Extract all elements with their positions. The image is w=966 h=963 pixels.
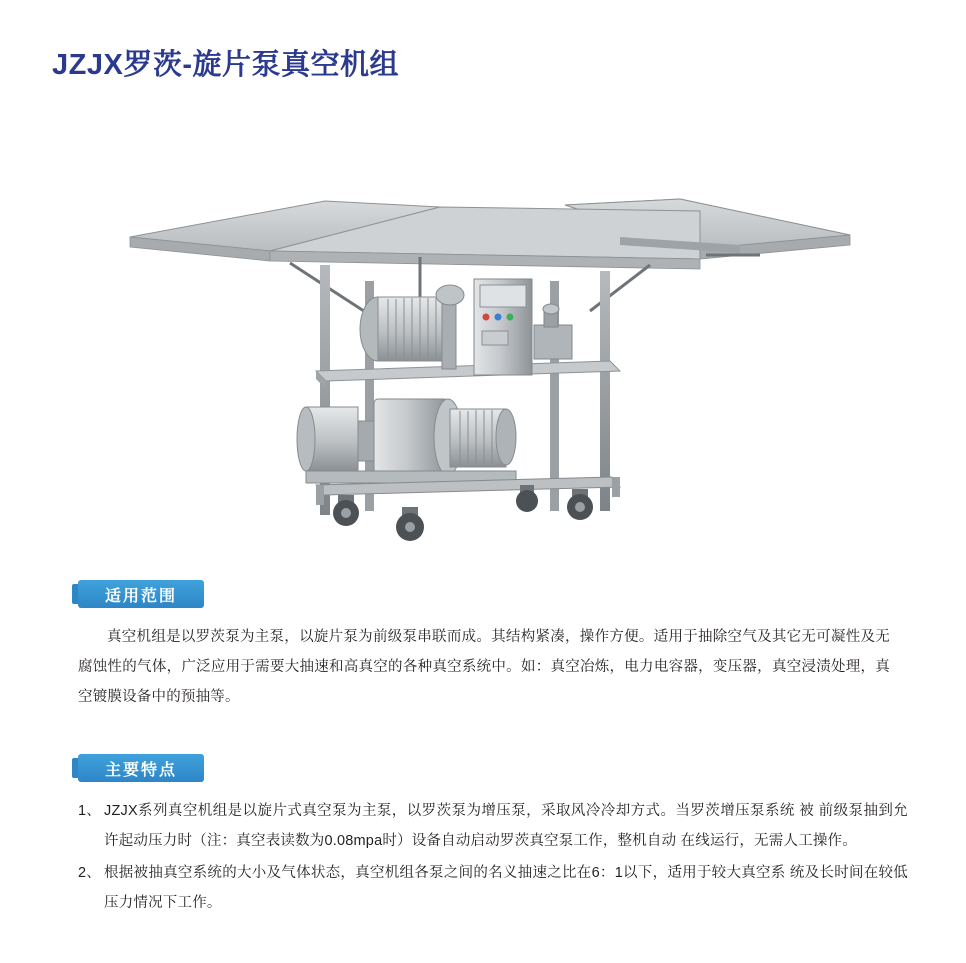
list-item-text: 根据被抽真空系统的大小及气体状态，真空机组各泵之间的名义抽速之比在6：1以下，适用于较大真空系 统及长时间在较低压力情况下工作。: [104, 865, 908, 911]
section-heading-features: 主要特点: [78, 754, 204, 782]
product-image: [120, 185, 860, 555]
feature-list: [78, 796, 908, 920]
page-title: JZJX罗茨-旋片泵真空机组: [52, 49, 399, 81]
scope-paragraph: 真空机组是以罗茨泵为主泵，以旋片泵为前级泵串联而成。其结构紧凑，操作方便。适用于抽除空气及其它无可凝性及无腐蚀性的气体，广泛应用于需要大抽速和高真空的各种真空系统中。如：真空冶炼，电力电容器，变压器，真空浸渍处理，真空镀膜设备中的预抽等。: [78, 629, 890, 705]
list-item: [78, 796, 908, 856]
section-heading-scope: 适用范围: [78, 580, 204, 608]
list-item-index: 2、: [78, 865, 101, 881]
list-item: [78, 858, 908, 918]
list-item-text: JZJX系列真空机组是以旋片式真空泵为主泵，以罗茨泵为增压泵，采取风冷冷却方式。当罗茨增压泵系统 被 前级泵抽到允许起动压力时（注：真空表读数为0.08mpa时）设备自动启动罗茨真空泵工作，整机自动 在线运行，无需人工操作。: [104, 803, 908, 849]
list-item-index: 1、: [78, 803, 101, 819]
